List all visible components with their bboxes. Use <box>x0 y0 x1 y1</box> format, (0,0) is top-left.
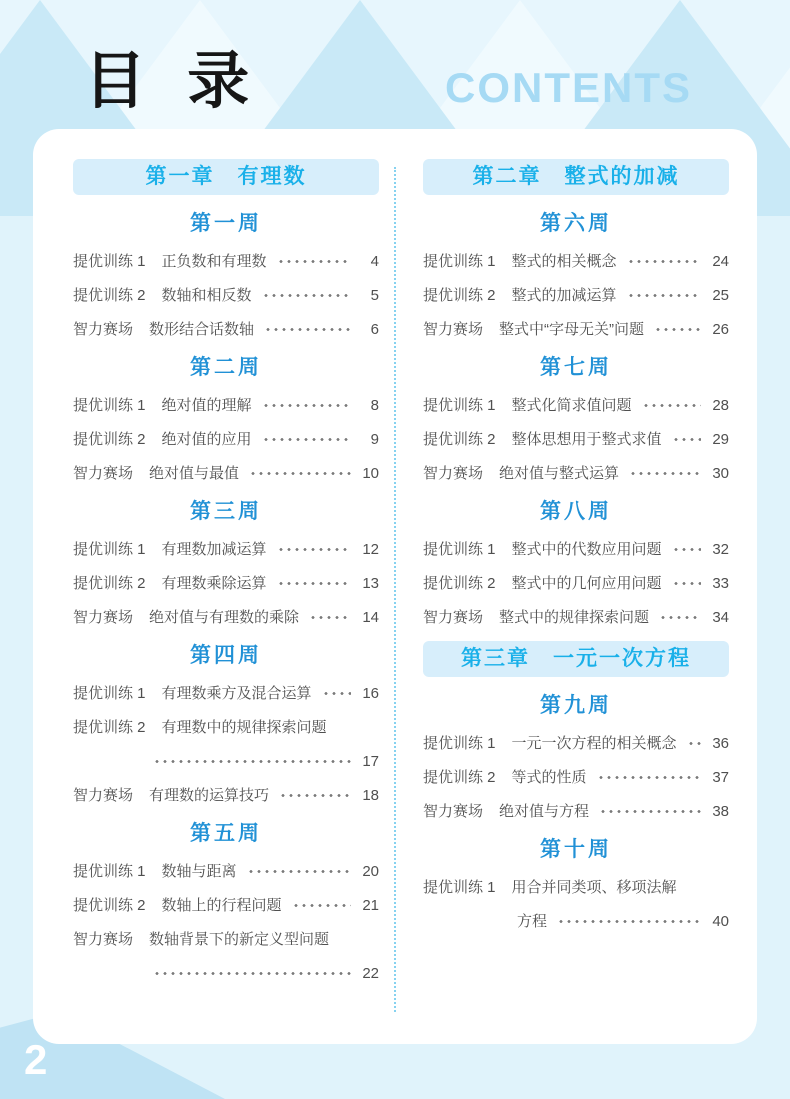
toc-entry-page: 4 <box>370 253 379 270</box>
chapter-label: 第三章 一元一次方程 <box>461 647 691 670</box>
toc-entry <box>73 463 379 484</box>
toc-entry-page: 9 <box>370 431 379 448</box>
toc-entry-prefix: 提优训练 1 <box>423 879 496 896</box>
toc-entry-prefix: 提优训练 2 <box>423 575 496 592</box>
toc-entry-page: 17 <box>362 753 379 770</box>
week-header: 第七周 <box>540 354 612 379</box>
chapter-header <box>423 159 729 195</box>
toc-entry <box>73 895 379 916</box>
toc-entry-page: 33 <box>712 575 729 592</box>
toc-entry-page: 22 <box>362 965 379 982</box>
toc-entry-title: 整体思想用于整式求值 <box>511 431 662 448</box>
toc-entry <box>423 319 729 340</box>
toc-entry-page: 6 <box>370 321 379 338</box>
toc-entry <box>423 539 729 560</box>
dot-leader <box>262 294 351 297</box>
week-header: 第五周 <box>190 820 262 845</box>
toc-entry-title: 绝对值的应用 <box>161 431 252 448</box>
toc-entry-title: 一元一次方程的相关概念 <box>511 735 677 752</box>
dot-leader <box>292 904 351 907</box>
toc-entry-page: 10 <box>362 465 379 482</box>
dot-leader <box>654 328 701 331</box>
toc-entry <box>73 607 379 628</box>
toc-entry-prefix: 智力赛场 <box>73 787 134 804</box>
toc-entry-prefix: 智力赛场 <box>73 321 134 338</box>
dot-leader <box>247 870 351 873</box>
page-number: 2 <box>24 1036 48 1083</box>
toc-entry <box>73 429 379 450</box>
toc-entry-prefix: 提优训练 2 <box>73 575 146 592</box>
dot-leader <box>672 438 701 441</box>
dot-leader <box>279 794 351 797</box>
toc-entry-prefix: 智力赛场 <box>423 609 484 626</box>
week-header: 第一周 <box>190 210 262 235</box>
week-header: 第三周 <box>190 498 262 523</box>
toc-entry <box>423 877 729 898</box>
dot-leader <box>277 548 351 551</box>
toc-entry-title: 绝对值与最值 <box>149 465 240 482</box>
week-header: 第九周 <box>540 692 612 717</box>
dot-leader <box>627 260 701 263</box>
toc-entry-prefix: 提优训练 1 <box>73 253 146 270</box>
dot-leader <box>262 404 351 407</box>
week-header: 第二周 <box>190 354 262 379</box>
toc-entry <box>423 395 729 416</box>
toc-entry-prefix: 智力赛场 <box>73 609 134 626</box>
toc-entry <box>73 395 379 416</box>
dot-leader <box>672 548 701 551</box>
toc-entry-prefix: 提优训练 1 <box>73 397 146 414</box>
toc-entry-title: 有理数乘除运算 <box>161 575 267 592</box>
chapter-header <box>423 641 729 677</box>
toc-entry-title: 正负数和有理数 <box>161 253 267 270</box>
week-header: 第八周 <box>540 498 612 523</box>
toc-entry-prefix: 提优训练 2 <box>73 431 146 448</box>
toc-column-right <box>423 159 729 997</box>
toc-entry-prefix: 提优训练 1 <box>73 541 146 558</box>
toc-column-left <box>73 159 379 997</box>
toc-entry-title: 整式的相关概念 <box>511 253 617 270</box>
toc-entry-page: 37 <box>712 769 729 786</box>
toc-entry-page: 25 <box>712 287 729 304</box>
toc-entry-title: 绝对值与方程 <box>499 803 590 820</box>
toc-entry <box>423 801 729 822</box>
toc-entry-title: 整式化简求值问题 <box>511 397 632 414</box>
toc-entry <box>423 767 729 788</box>
dot-leader <box>309 616 351 619</box>
toc-entry <box>423 733 729 754</box>
toc-entry-prefix: 提优训练 2 <box>73 897 146 914</box>
toc-entry-page: 8 <box>370 397 379 414</box>
chapter-label: 第一章 有理数 <box>145 165 307 188</box>
toc-entry-page: 32 <box>712 541 729 558</box>
toc-entry <box>423 285 729 306</box>
toc-entry-prefix: 提优训练 1 <box>423 253 496 270</box>
week-header: 第六周 <box>540 210 612 235</box>
page-title: 目 录 <box>84 47 262 116</box>
toc-entry-prefix: 提优训练 2 <box>73 719 146 736</box>
toc-entry-title: 数轴背景下的新定义型问题 <box>149 931 330 948</box>
contents-subtitle: CONTENTS <box>445 64 692 111</box>
toc-entry <box>423 573 729 594</box>
toc-entry <box>73 929 379 950</box>
toc-entry <box>73 861 379 882</box>
toc-entry-title: 整式中“字母无关”问题 <box>499 321 645 338</box>
dot-leader <box>277 260 351 263</box>
toc-entry-title: 有理数乘方及混合运算 <box>161 685 312 702</box>
toc-entry <box>423 607 729 628</box>
toc-entry <box>73 539 379 560</box>
toc-entry-title: 有理数中的规律探索问题 <box>161 719 327 736</box>
toc-entry-page: 12 <box>362 541 379 558</box>
dot-leader <box>557 920 701 923</box>
toc-entry-title: 数轴与距离 <box>161 863 237 880</box>
toc-entry-title: 有理数加减运算 <box>161 541 267 558</box>
chapter-header <box>73 159 379 195</box>
toc-entry-prefix: 智力赛场 <box>423 465 484 482</box>
toc-entry-title: 整式中的几何应用问题 <box>511 575 662 592</box>
dot-leader <box>153 760 351 763</box>
dot-leader <box>264 328 351 331</box>
toc-entry-prefix: 智力赛场 <box>73 465 134 482</box>
dot-leader <box>599 810 701 813</box>
toc-entry-prefix: 提优训练 2 <box>423 287 496 304</box>
dot-leader <box>672 582 701 585</box>
toc-entry-prefix: 智力赛场 <box>73 931 134 948</box>
toc-entry <box>423 463 729 484</box>
toc-entry-prefix: 提优训练 2 <box>423 769 496 786</box>
toc-entry-page: 28 <box>712 397 729 414</box>
toc-entry-title: 整式中的代数应用问题 <box>511 541 662 558</box>
dot-leader <box>659 616 701 619</box>
week-header: 第十周 <box>540 836 612 861</box>
toc-entry <box>73 683 379 704</box>
toc-entry-page: 18 <box>362 787 379 804</box>
dot-leader <box>687 742 701 745</box>
dot-leader <box>322 692 351 695</box>
toc-entry-title: 数轴和相反数 <box>161 287 252 304</box>
toc-entry-title: 绝对值的理解 <box>161 397 252 414</box>
toc-entry-page: 29 <box>712 431 729 448</box>
toc-entry-prefix: 智力赛场 <box>423 803 484 820</box>
toc-entry-prefix: 智力赛场 <box>423 321 484 338</box>
toc-entry-title: 有理数的运算技巧 <box>149 787 270 804</box>
toc-entry-page: 40 <box>712 913 729 930</box>
toc-entry-page: 38 <box>712 803 729 820</box>
toc-entry-title: 绝对值与整式运算 <box>499 465 620 482</box>
toc-entry-title: 数形结合话数轴 <box>149 321 255 338</box>
week-header: 第四周 <box>190 642 262 667</box>
dot-leader <box>642 404 701 407</box>
dot-leader <box>262 438 351 441</box>
dot-leader <box>277 582 351 585</box>
dot-leader <box>597 776 701 779</box>
toc-entry <box>73 251 379 272</box>
toc-entry-page: 36 <box>712 735 729 752</box>
dot-leader <box>249 472 351 475</box>
toc-entry-page: 5 <box>370 287 379 304</box>
toc-entry-prefix: 提优训练 1 <box>423 735 496 752</box>
toc-entry-continuation <box>73 963 379 984</box>
toc-entry <box>73 717 379 738</box>
toc-entry <box>73 319 379 340</box>
toc-entry <box>73 285 379 306</box>
toc-columns <box>73 159 729 997</box>
chapter-label: 第二章 整式的加减 <box>472 165 680 188</box>
toc-entry-page: 34 <box>712 609 729 626</box>
toc-entry-page: 30 <box>712 465 729 482</box>
toc-entry <box>73 785 379 806</box>
toc-entry-page: 21 <box>362 897 379 914</box>
toc-entry <box>73 573 379 594</box>
toc-entry-page: 20 <box>362 863 379 880</box>
toc-entry-page: 13 <box>362 575 379 592</box>
toc-entry-title-continued: 方程 <box>517 913 548 930</box>
toc-entry-page: 16 <box>362 685 379 702</box>
toc-entry-continuation <box>423 911 729 932</box>
toc-entry-prefix: 提优训练 2 <box>423 431 496 448</box>
toc-entry-title: 整式中的规律探索问题 <box>499 609 650 626</box>
toc-entry <box>423 251 729 272</box>
toc-entry-title: 数轴上的行程问题 <box>161 897 282 914</box>
toc-entry-page: 14 <box>362 609 379 626</box>
toc-entry-title: 等式的性质 <box>511 769 587 786</box>
dot-leader <box>153 972 351 975</box>
toc-entry-title: 用合并同类项、移项法解 <box>511 879 677 896</box>
toc-entry-prefix: 提优训练 1 <box>73 685 146 702</box>
column-divider <box>394 167 396 1012</box>
toc-entry-prefix: 提优训练 1 <box>423 397 496 414</box>
toc-entry-prefix: 提优训练 1 <box>423 541 496 558</box>
toc-entry <box>423 429 729 450</box>
content-card <box>33 129 757 1044</box>
dot-leader <box>629 472 701 475</box>
toc-entry-page: 24 <box>712 253 729 270</box>
dot-leader <box>627 294 701 297</box>
toc-entry-prefix: 提优训练 1 <box>73 863 146 880</box>
toc-entry-prefix: 提优训练 2 <box>73 287 146 304</box>
toc-entry-title: 绝对值与有理数的乘除 <box>149 609 300 626</box>
toc-entry-title: 整式的加减运算 <box>511 287 617 304</box>
toc-entry-page: 26 <box>712 321 729 338</box>
toc-entry-continuation <box>73 751 379 772</box>
